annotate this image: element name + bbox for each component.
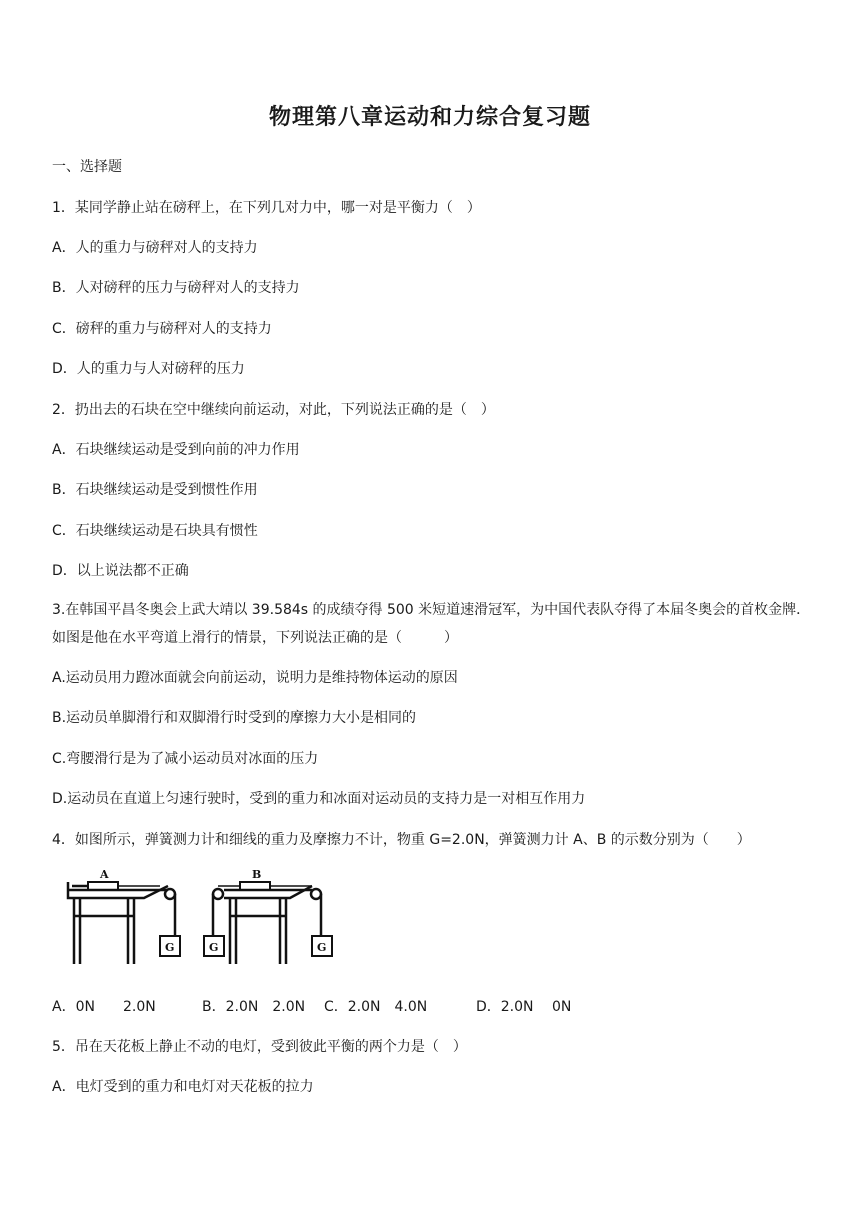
weight-label-right-1: G	[209, 941, 219, 954]
question-4-stem: 4．如图所示，弹簧测力计和细线的重力及摩擦力不计，物重 G=2.0N，弹簧测力计 A、B 的示数分别为（ ）	[52, 832, 751, 848]
question-3-option-d: D.运动员在直道上匀速行驶时，受到的重力和冰面对运动员的支持力是一对相互作用力	[52, 791, 586, 807]
question-2-option-c: C．石块继续运动是石块具有惯性	[52, 523, 258, 539]
question-4-option-d: D．2.0N 0N	[476, 999, 572, 1015]
weight-label-right-2: G	[317, 941, 327, 954]
spring-scale-figure	[64, 868, 344, 972]
section-heading: 一、选择题	[52, 159, 122, 175]
spring-scale-a-label: A	[100, 868, 109, 881]
question-1-option-d: D．人的重力与人对磅秤的压力	[52, 361, 245, 377]
question-1-option-c: C．磅秤的重力与磅秤对人的支持力	[52, 321, 272, 337]
question-3-stem: 3.在韩国平昌冬奥会上武大靖以 39.584s 的成绩夺得 500 米短道速滑冠军，为中国代表队夺得了本届冬奥会的首枚金牌．如图是他在水平弯道上滑行的情景，下列说法正确的是（ ）	[52, 602, 811, 646]
question-1-option-b: B．人对磅秤的压力与磅秤对人的支持力	[52, 280, 300, 296]
question-3-option-a: A.运动员用力蹬冰面就会向前运动，说明力是维持物体运动的原因	[52, 670, 458, 686]
question-3-option-b: B.运动员单脚滑行和双脚滑行时受到的摩擦力大小是相同的	[52, 710, 417, 726]
question-4-options	[52, 998, 571, 1016]
question-4-option-b: B．2.0N 2.0N	[202, 999, 306, 1015]
question-4-option-a: A．0N 2.0N	[52, 999, 156, 1015]
question-5-stem: 5．吊在天花板上静止不动的电灯，受到彼此平衡的两个力是（ ）	[52, 1039, 467, 1055]
question-4-option-c: C．2.0N 4.0N	[324, 999, 428, 1015]
spring-scale-b-label: B	[252, 868, 262, 881]
weight-label-left: G	[165, 941, 175, 954]
question-2-option-d: D．以上说法都不正确	[52, 563, 189, 579]
question-2-option-b: B．石块继续运动是受到惯性作用	[52, 482, 258, 498]
question-2-stem: 2．扔出去的石块在空中继续向前运动，对此，下列说法正确的是（ ）	[52, 402, 495, 418]
question-3-option-c: C.弯腰滑行是为了减小运动员对冰面的压力	[52, 751, 319, 767]
question-5-option-a: A．电灯受到的重力和电灯对天花板的拉力	[52, 1079, 314, 1095]
page-title: 物理第八章运动和力综合复习题	[268, 105, 591, 130]
question-1-stem: 1．某同学静止站在磅秤上，在下列几对力中，哪一对是平衡力（ ）	[52, 200, 481, 216]
question-2-option-a: A．石块继续运动是受到向前的冲力作用	[52, 442, 300, 458]
question-1-option-a: A．人的重力与磅秤对人的支持力	[52, 240, 258, 256]
